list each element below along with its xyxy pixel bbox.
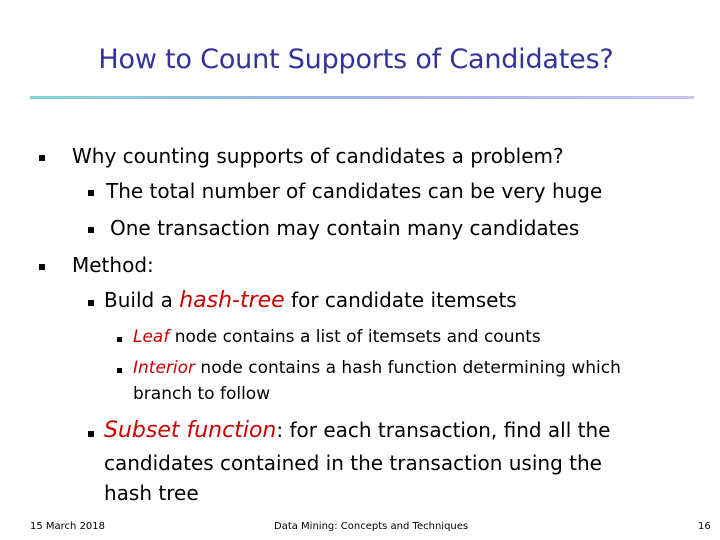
text-run: node contains a hash function determining which: [195, 358, 621, 378]
bullet-leaf-node: [133, 327, 541, 347]
bullet-subset-function: [104, 418, 610, 443]
title-divider: [30, 96, 694, 99]
text-run: : for each transaction, find all the: [276, 418, 611, 442]
bullet-marker: [39, 155, 45, 161]
bullet-method: Method:: [72, 253, 154, 277]
emphasis-leaf: Leaf: [133, 327, 170, 347]
bullet-build-hash-tree: [104, 288, 517, 313]
bullet-marker: [88, 300, 94, 306]
text-run: for candidate itemsets: [284, 288, 517, 312]
emphasis-subset-function: Subset function: [104, 418, 277, 443]
bullet-subset-function-line2: candidates contained in the transaction using the: [104, 451, 602, 475]
bullet-total-number: The total number of candidates can be very huge: [106, 179, 603, 203]
bullet-marker: [88, 431, 94, 437]
bullet-why-counting: Why counting supports of candidates a problem?: [72, 144, 564, 168]
emphasis-interior: Interior: [133, 358, 196, 378]
bullet-interior-node-continued: branch to follow: [133, 384, 271, 404]
bullet-marker: [117, 337, 122, 342]
emphasis-hash-tree: hash-tree: [179, 288, 285, 313]
bullet-marker: [39, 264, 45, 270]
text-run: node contains a list of itemsets and counts: [169, 327, 541, 347]
footer-date: 15 March 2018: [30, 521, 106, 532]
slide-title: How to Count Supports of Candidates?: [98, 44, 614, 75]
bullet-subset-function-line3: hash tree: [104, 481, 199, 505]
bullet-marker: [88, 227, 94, 233]
bullet-one-transaction: One transaction may contain many candidates: [110, 216, 580, 240]
footer-course: Data Mining: Concepts and Techniques: [274, 521, 469, 532]
bullet-interior-node: [133, 358, 621, 378]
footer-page-number: 16: [698, 521, 711, 532]
text-run: Build a: [104, 288, 180, 312]
bullet-marker: [88, 190, 94, 196]
bullet-marker: [117, 368, 122, 373]
